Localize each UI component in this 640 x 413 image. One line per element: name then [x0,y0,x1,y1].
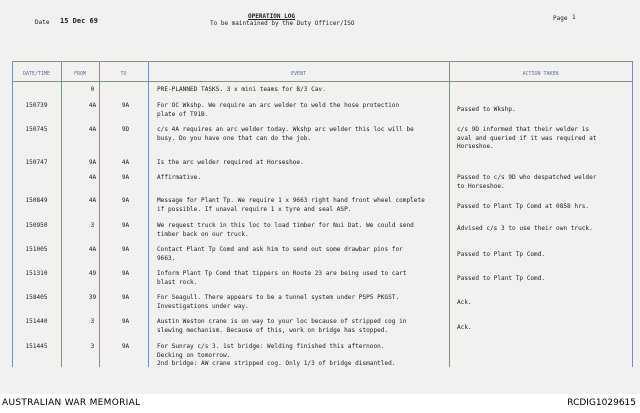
entry-from: 4A [88,126,97,133]
entry-from: 3 [90,318,95,325]
column-divider [148,61,149,367]
entry-to: 4A [121,159,130,166]
entry-from: 3 [90,343,95,350]
entry-to: 9A [121,174,130,181]
entry-action: c/s 9D informed that their welder is aval and queried if it was required at Horseshoe. [457,126,597,150]
log-title: OPERATION LOG [248,13,295,20]
entry-dtg: 150950 [25,222,48,229]
entry-from: 0 [90,86,95,93]
entry-from: 4A [88,174,97,181]
column-header-to: TO [120,70,127,77]
entry-dtg: 150849 [25,197,48,204]
entry-event: We request truck in this loc to load timber for Nui Dat. We could send timber back on our truck. [157,222,414,238]
entry-action: Advised c/s 3 to use their own truck. [457,225,593,232]
entry-to: 9A [121,343,130,350]
entry-from: 4A [88,246,97,253]
entry-event: Affirmative. [157,174,202,181]
entry-event: PRE-PLANNED TASKS. 3 x mini teams for B/3 Cav. [157,86,326,93]
entry-event: Contact Plant Tp Comd and ask him to send out some drawbar pins for 9663. [157,246,403,262]
entry-from: 49 [88,270,97,277]
entry-dtg: 158405 [25,294,48,301]
entry-event: For Sunray c/s 3. 1st bridge: Welding finished this afternoon. Decking on tomorrow. 2nd bridge: AW crane stripped cog. Only 1/3 of bridge dismantled. [157,343,396,367]
entry-event: Austin Weston crane is on way to your loc because of stripped cog in slewing mechanism. Because of this, work on bridge has stopped. [157,318,407,334]
entry-event: c/s 4A requires an arc welder today. Wkshp arc welder this loc will be busy. Do you have one that can do the job. [157,126,414,142]
entry-dtg: 150739 [25,102,48,109]
entry-from: 39 [88,294,97,301]
page-label: Page [553,15,568,22]
column-header-from: FROM [73,70,87,77]
entry-dtg: 150747 [25,159,48,166]
entry-action: Passed to Plant Tp Comd at 0858 hrs. [457,203,590,210]
entry-action: Passed to c/s 9D who despatched welder to Horseshoe. [457,174,597,190]
entry-event: Is the arc welder required at Horseshoe. [157,159,304,166]
entry-to: 9A [121,294,130,301]
entry-to: 9A [121,102,130,109]
archive-credit: AUSTRALIAN WAR MEMORIAL [2,398,141,408]
entry-to: 9A [121,246,130,253]
entry-action: Passed to Plant Tp Comd. [457,251,546,258]
column-header-action: ACTION TAKEN [522,70,559,77]
entry-to: 9D [121,126,130,133]
entry-action: Ack. [457,324,472,331]
entry-to: 9A [121,318,130,325]
entry-from: 3 [90,222,95,229]
date-label: Date [35,19,50,26]
entry-from: 4A [88,197,97,204]
entry-dtg: 151440 [25,318,48,325]
page-number: 1 [572,14,576,21]
column-header-event: EVENT [290,70,307,77]
entry-from: 9A [88,159,97,166]
entry-event: For Seagull. There appears to be a tunnel system under PSP5 PKGST. Investigations under way. [157,294,400,310]
entry-dtg: 151445 [25,343,48,350]
column-header-dtg: DATE/TIME [22,70,51,77]
entry-action: Passed to Plant Tp Comd. [457,275,546,282]
entry-from: 4A [88,102,97,109]
entry-to: 9A [121,222,130,229]
entry-event: For OC Wkshp. We require an arc welder to weld the hose protection plate of T91B. [157,102,400,118]
column-divider [632,61,633,367]
table-top-border [12,61,632,62]
entry-action: Ack. [457,299,472,306]
log-subtitle: To be maintained by the Duty Officer/ISO [210,20,355,27]
entry-event: Inform Plant Tp Comd that tippers on Route 23 are being used to cart blast rock. [157,270,407,286]
entry-dtg: 151310 [25,270,48,277]
entry-action: Passed to Wkshp. [457,106,516,113]
entry-dtg: 150745 [25,126,48,133]
entry-event: Message for Plant Tp. We require 1 x 9663 right hand front wheel complete if possible. If unaval require 1 x tyre and seal ASP. [157,197,425,213]
entry-dtg: 151005 [25,246,48,253]
header-bottom-border [12,81,632,82]
entry-to: 9A [121,270,130,277]
date-value: 15 Dec 69 [60,17,98,25]
entry-to: 9A [121,197,130,204]
archive-reference: RCDIG1029615 [567,398,636,408]
